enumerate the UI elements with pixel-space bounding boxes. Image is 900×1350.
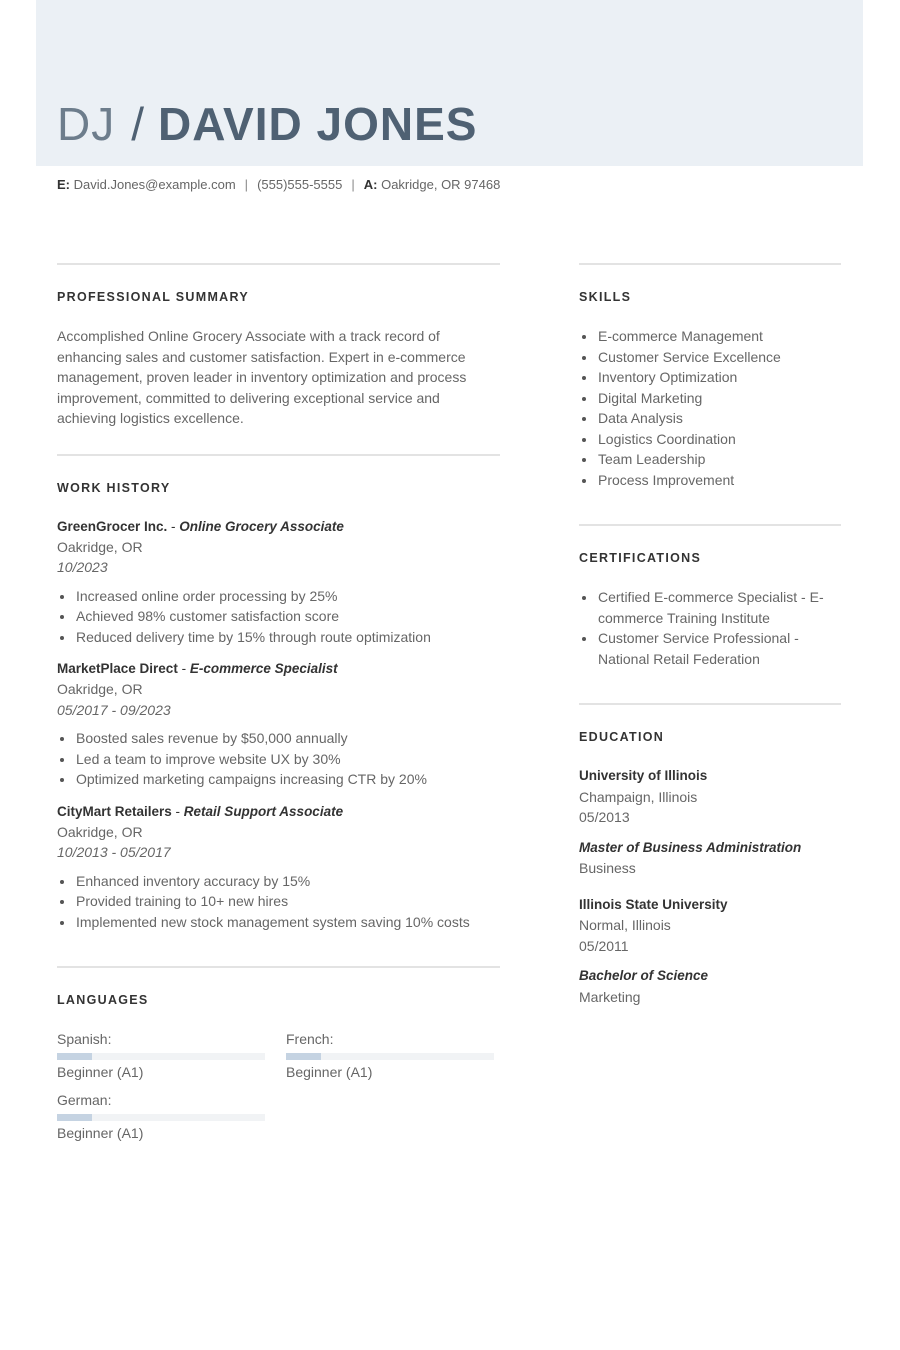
contact-line: [57, 177, 500, 192]
language-bar-track: [57, 1053, 265, 1060]
section-divider: [579, 263, 841, 265]
email-value[interactable]: David.Jones@example.com: [73, 177, 236, 192]
job-location: Oakridge, OR: [57, 823, 143, 840]
list-item: Process Improvement: [579, 470, 841, 491]
certifications-list: [579, 587, 841, 669]
list-item: Inventory Optimization: [579, 367, 841, 388]
education-entry: [579, 766, 841, 879]
section-divider: [579, 703, 841, 705]
list-item: Boosted sales revenue by $50,000 annually: [57, 728, 500, 749]
language-bar-track: [57, 1114, 265, 1121]
language-bar-fill: [286, 1053, 321, 1060]
job-location: Oakridge, OR: [57, 538, 143, 555]
degree-name: Bachelor of Science: [579, 968, 709, 983]
language-item: [57, 1090, 265, 1143]
section-divider: [579, 524, 841, 526]
email-label: E:: [57, 177, 70, 192]
job-header: [57, 802, 500, 822]
list-item: Digital Marketing: [579, 388, 841, 409]
job-bullets: [57, 586, 500, 648]
job-dash: -: [177, 661, 190, 676]
list-item: Logistics Coordination: [579, 429, 841, 450]
skills-heading: SKILLS: [579, 290, 632, 304]
job-bullets: [57, 728, 500, 790]
school-name: University of Illinois: [579, 768, 708, 783]
language-level: Beginner (A1): [286, 1064, 373, 1080]
job-bullets: [57, 871, 500, 933]
list-item: Increased online order processing by 25%: [57, 586, 500, 607]
language-name: Spanish:: [57, 1031, 112, 1047]
education-section: [579, 703, 841, 1007]
job-location: Oakridge, OR: [57, 681, 143, 697]
language-item: [57, 1029, 265, 1082]
job-dates: 10/2023: [57, 559, 108, 575]
full-name: DAVID JONES: [158, 98, 478, 150]
section-divider: [57, 263, 500, 265]
list-item: Data Analysis: [579, 408, 841, 429]
list-item: Led a team to improve website UX by 30%: [57, 749, 500, 770]
school-location: Normal, Illinois: [579, 917, 671, 933]
job-dash: -: [167, 518, 180, 534]
phone-value[interactable]: (555)555-5555: [257, 177, 343, 192]
list-item: E-commerce Management: [579, 326, 841, 347]
languages-heading: LANGUAGES: [57, 993, 149, 1007]
job-entry: [57, 659, 500, 790]
list-item: Customer Service Excellence: [579, 347, 841, 368]
name-initials: DJ: [57, 98, 116, 150]
address-label: A:: [363, 177, 378, 192]
list-item: Implemented new stock management system saving 10% costs: [57, 912, 500, 933]
language-level: Beginner (A1): [57, 1125, 144, 1141]
job-header: [57, 517, 500, 537]
skills-list: [579, 326, 841, 490]
contact-divider: |: [351, 177, 355, 192]
job-dash: -: [171, 803, 184, 819]
job-role: Retail Support Associate: [183, 803, 344, 819]
section-divider: [57, 966, 500, 968]
resume-name: [57, 96, 477, 152]
work-history-section: [57, 454, 500, 933]
list-item: Provided training to 10+ new hires: [57, 891, 500, 912]
language-level: Beginner (A1): [57, 1064, 144, 1080]
left-column: [57, 263, 500, 1149]
summary-text: Accomplished Online Grocery Associate with a track record of enhancing sales and customer satisfaction. Expert in e-commerce management, proven leader in inventory optimization and process improvement, committed to delivering exceptional service and achieving logistics excellence.: [57, 328, 467, 426]
job-role: Online Grocery Associate: [179, 518, 344, 534]
degree-name: Master of Business Administration: [579, 839, 802, 855]
language-bar-track: [286, 1053, 494, 1060]
contact-divider: |: [244, 177, 249, 192]
right-column: [579, 263, 841, 1019]
graduation-date: 05/2013: [579, 809, 630, 825]
language-name: German:: [57, 1092, 112, 1108]
job-company: CityMart Retailers: [57, 803, 172, 819]
school-location: Champaign, Illinois: [579, 788, 698, 805]
education-heading: EDUCATION: [579, 730, 665, 744]
education-entry: [579, 895, 841, 1008]
job-company: GreenGrocer Inc.: [57, 518, 168, 534]
language-bar-fill: [57, 1053, 92, 1060]
list-item: Reduced delivery time by 15% through route optimization: [57, 627, 500, 648]
graduation-date: 05/2011: [579, 937, 629, 954]
list-item: Team Leadership: [579, 449, 841, 470]
certifications-heading: CERTIFICATIONS: [579, 551, 702, 565]
professional-summary-section: [57, 263, 500, 429]
job-entry: [57, 802, 500, 933]
job-company: MarketPlace Direct: [57, 661, 178, 676]
skills-section: [579, 263, 841, 490]
school-name: Illinois State University: [579, 896, 728, 912]
certifications-section: [579, 524, 841, 669]
languages-grid: [57, 1029, 500, 1149]
work-history-heading: WORK HISTORY: [57, 480, 171, 495]
job-dates: 05/2017 - 09/2023: [57, 701, 171, 718]
degree-field: Marketing: [579, 988, 641, 1005]
list-item: Optimized marketing campaigns increasing CTR by 20%: [57, 769, 500, 790]
language-name: French:: [286, 1031, 334, 1047]
job-entry: [57, 517, 500, 648]
job-role: E-commerce Specialist: [189, 661, 338, 676]
degree-field: Business: [579, 860, 636, 876]
name-separator: /: [131, 98, 145, 150]
section-divider: [57, 454, 500, 456]
languages-section: [57, 966, 500, 1149]
list-item: Achieved 98% customer satisfaction score: [57, 606, 500, 627]
list-item: Customer Service Professional - National Retail Federation: [579, 628, 841, 669]
list-item: Enhanced inventory accuracy by 15%: [57, 871, 500, 892]
summary-heading: PROFESSIONAL SUMMARY: [57, 290, 249, 304]
language-item: [286, 1029, 494, 1082]
job-header: [57, 659, 500, 679]
language-bar-fill: [57, 1114, 92, 1121]
address-value: Oakridge, OR 97468: [381, 177, 501, 192]
job-dates: 10/2013 - 05/2017: [57, 844, 171, 860]
list-item: Certified E-commerce Specialist - E-commerce Training Institute: [579, 587, 841, 628]
